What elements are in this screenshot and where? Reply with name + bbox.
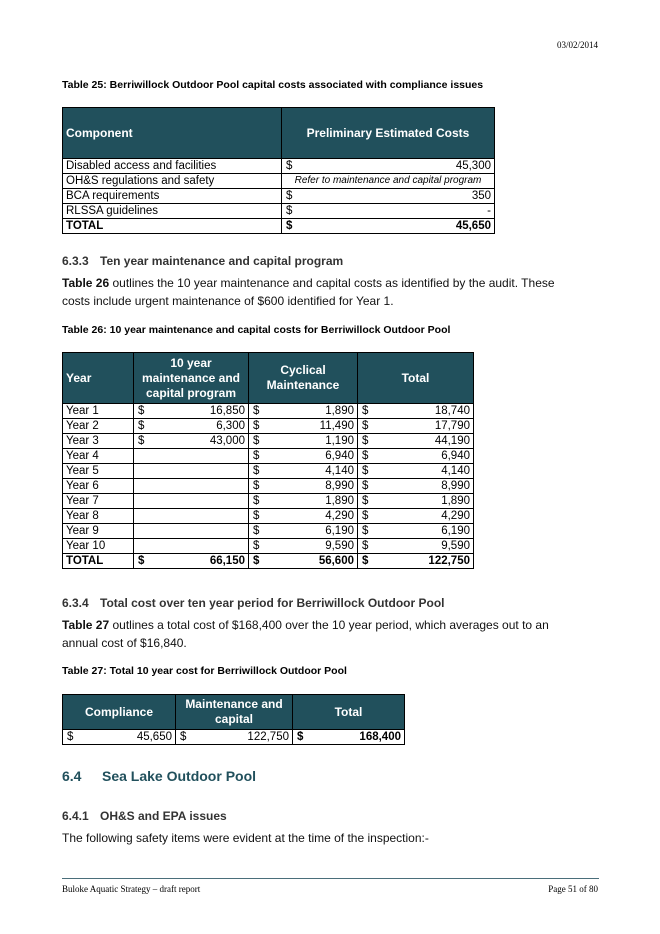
section-6-4-1-heading: 6.4.1 OH&S and EPA issues [62, 809, 227, 823]
section-6-3-4-heading: 6.3.4 Total cost over ten year period for Berriwillock Outdoor Pool [62, 596, 445, 610]
section-6-3-3-heading: 6.3.3 Ten year maintenance and capital program [62, 254, 344, 268]
table-row [63, 539, 474, 554]
component-cell: BCA requirements [63, 189, 282, 204]
program-cell [134, 539, 249, 554]
table-total-row [63, 554, 474, 569]
table-row [63, 509, 474, 524]
cyclical-cell: $ 11,490 [249, 419, 358, 434]
table27-total-cost [62, 694, 405, 745]
column-header-maintenance-capital: Maintenance and capital [176, 695, 293, 730]
total-cell: $ 9,590 [358, 539, 474, 554]
document-date: 03/02/2014 [556, 40, 598, 50]
program-cell: $ 16,850 [134, 404, 249, 419]
year-cell: Year 4 [63, 449, 134, 464]
program-cell [134, 524, 249, 539]
column-header-total: Total [293, 695, 405, 730]
table-row [63, 189, 495, 204]
total-cell: $ 4,140 [358, 464, 474, 479]
maintenance-cell: $ 122,750 [176, 730, 293, 745]
cyclical-cell: $ 1,890 [249, 494, 358, 509]
program-cell: $ 43,000 [134, 434, 249, 449]
section-6-3-4-paragraph: Table 27 outlines a total cost of $168,400 over the 10 year period, which averages out to an annual cost of $16,840. [62, 618, 549, 650]
column-header-cyclical: Cyclical Maintenance [249, 353, 358, 404]
component-cell: RLSSA guidelines [63, 204, 282, 219]
table-row [63, 174, 495, 189]
table-row [63, 524, 474, 539]
year-cell: Year 9 [63, 524, 134, 539]
table27-caption: Table 27: Total 10 year cost for Berriwillock Outdoor Pool [62, 665, 347, 677]
total-cell: $ 4,290 [358, 509, 474, 524]
column-header-compliance: Compliance [63, 695, 176, 730]
footer-document-title: Buloke Aquatic Strategy – draft report [62, 884, 201, 894]
cost-note-cell: Refer to maintenance and capital program [282, 174, 495, 189]
cyclical-cell: $ 8,990 [249, 479, 358, 494]
year-cell: Year 10 [63, 539, 134, 554]
cyclical-cell: $ 6,190 [249, 524, 358, 539]
year-cell: Year 7 [63, 494, 134, 509]
program-cell [134, 449, 249, 464]
total-cell: $ 168,400 [293, 730, 405, 745]
year-cell: Year 6 [63, 479, 134, 494]
cost-cell: $ 350 [282, 189, 495, 204]
footer-page-number: Page 51 of 80 [548, 884, 598, 894]
total-cell: $ 8,990 [358, 479, 474, 494]
table-row [63, 434, 474, 449]
grand-total-cell: $ 122,750 [358, 554, 474, 569]
program-cell [134, 479, 249, 494]
cost-cell: $ - [282, 204, 495, 219]
table-row [63, 159, 495, 174]
column-header-estimated-costs: Preliminary Estimated Costs [282, 108, 495, 159]
section-6-3-3-paragraph: Table 26 outlines the 10 year maintenance and capital costs as identified by the audit. These costs include urgent maintenance of $600 identified for Year 1. [62, 276, 555, 308]
cyclical-cell: $ 6,940 [249, 449, 358, 464]
column-header-component: Component [63, 108, 282, 159]
section-6-4-heading: 6.4 Sea Lake Outdoor Pool [62, 768, 257, 784]
table-row [63, 730, 405, 745]
table-row [63, 479, 474, 494]
table-total-row [63, 219, 495, 234]
year-cell: Year 1 [63, 404, 134, 419]
table25-compliance-costs [62, 107, 495, 234]
cost-cell: $ 45,300 [282, 159, 495, 174]
cyclical-cell: $ 4,140 [249, 464, 358, 479]
total-cost-cell: $ 45,650 [282, 219, 495, 234]
table-row [63, 494, 474, 509]
footer-rule [62, 878, 599, 879]
section-6-4-1-paragraph: The following safety items were evident at the time of the inspection:- [62, 831, 429, 845]
total-cell: $ 6,190 [358, 524, 474, 539]
total-label: TOTAL [63, 554, 134, 569]
table26-caption: Table 26: 10 year maintenance and capital costs for Berriwillock Outdoor Pool [62, 324, 451, 336]
column-header-total: Total [358, 353, 474, 404]
program-total-cell: $ 66,150 [134, 554, 249, 569]
table-row [63, 404, 474, 419]
cyclical-cell: $ 4,290 [249, 509, 358, 524]
column-header-year: Year [63, 353, 134, 404]
table-row [63, 449, 474, 464]
component-cell: OH&S regulations and safety [63, 174, 282, 189]
compliance-cell: $ 45,650 [63, 730, 176, 745]
table25-caption: Table 25: Berriwillock Outdoor Pool capital costs associated with compliance issues [62, 79, 484, 91]
table-row [63, 464, 474, 479]
component-cell: Disabled access and facilities [63, 159, 282, 174]
year-cell: Year 3 [63, 434, 134, 449]
total-cell: $ 1,890 [358, 494, 474, 509]
column-header-program: 10 year maintenance and capital program [134, 353, 249, 404]
year-cell: Year 5 [63, 464, 134, 479]
total-cell: $ 18,740 [358, 404, 474, 419]
year-cell: Year 2 [63, 419, 134, 434]
total-cell: $ 44,190 [358, 434, 474, 449]
total-label: TOTAL [63, 219, 282, 234]
program-cell: $ 6,300 [134, 419, 249, 434]
cyclical-cell: $ 1,190 [249, 434, 358, 449]
table-row [63, 204, 495, 219]
cyclical-cell: $ 1,890 [249, 404, 358, 419]
table-row [63, 419, 474, 434]
program-cell [134, 464, 249, 479]
cyclical-cell: $ 9,590 [249, 539, 358, 554]
program-cell [134, 494, 249, 509]
cyclical-total-cell: $ 56,600 [249, 554, 358, 569]
total-cell: $ 6,940 [358, 449, 474, 464]
year-cell: Year 8 [63, 509, 134, 524]
table26-ten-year-costs [62, 352, 474, 569]
total-cell: $ 17,790 [358, 419, 474, 434]
program-cell [134, 509, 249, 524]
